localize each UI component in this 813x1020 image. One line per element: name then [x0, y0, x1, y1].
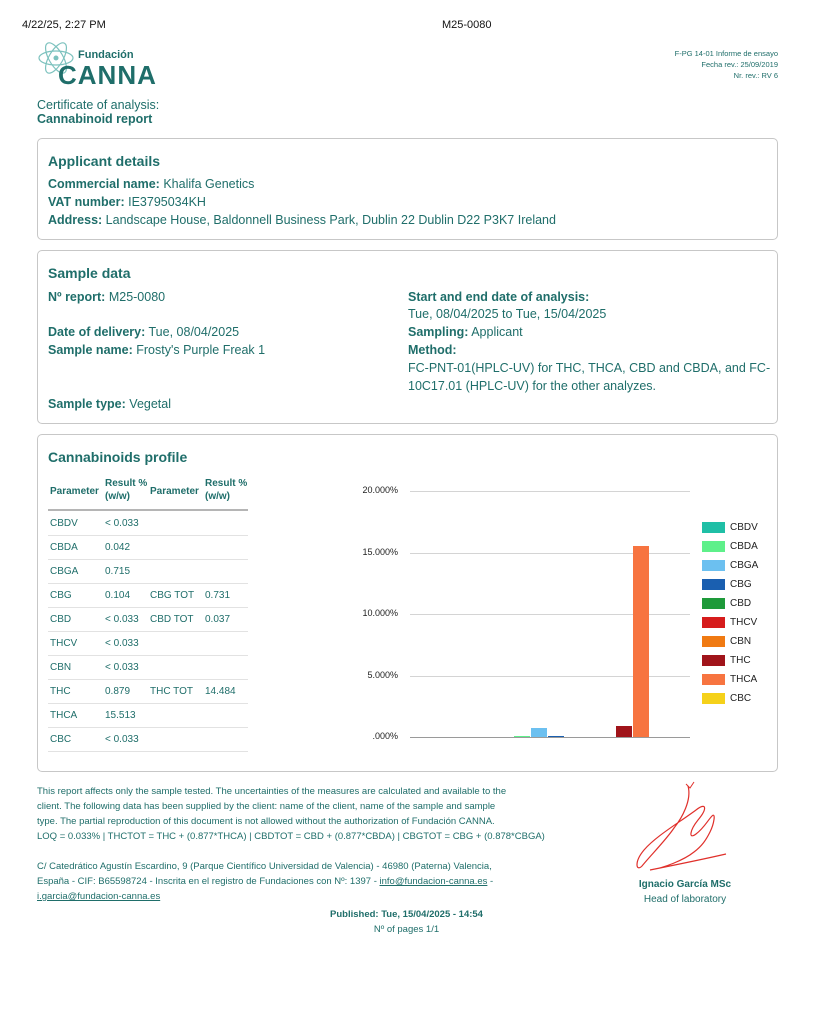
param-cell: CBD	[50, 614, 72, 625]
table-row	[48, 680, 248, 704]
notes-line: This report affects only the sample tested. The uncertainties of the measures are calculated and available to the	[37, 786, 507, 797]
print-date: 4/22/25, 2:27 PM	[22, 19, 106, 31]
fundacion-canna-logo	[36, 38, 166, 90]
result2-cell: 14.484	[205, 686, 236, 697]
published-date: Published: Tue, 15/04/2025 - 14:54	[330, 909, 483, 920]
table-row	[48, 608, 248, 632]
legend-swatch	[702, 655, 725, 666]
legend-swatch	[702, 579, 725, 590]
address-value: Landscape House, Baldonnell Business Park, Dublin 22 Dublin D22 P3K7 Ireland	[105, 213, 556, 227]
sample-data-box	[37, 250, 778, 424]
param2-cell: CBD TOT	[150, 614, 194, 625]
y-tick-label: .000%	[372, 731, 398, 741]
analysis-dates-label: Start and end date of analysis:	[408, 290, 590, 304]
address-label: Address:	[48, 213, 103, 227]
certificate-type: Cannabinoid report	[37, 112, 153, 126]
chart-bar-thca	[633, 546, 649, 737]
result-cell: < 0.033	[105, 518, 139, 529]
param-cell: CBGA	[50, 566, 79, 577]
sample-name-value: Frosty's Purple Freak 1	[136, 343, 266, 357]
legend-label: CBC	[730, 693, 752, 704]
legend-label: CBDA	[730, 541, 758, 552]
table-row	[48, 560, 248, 584]
param-cell: CBDA	[50, 542, 78, 553]
col-header-parameter-2: Parameter	[150, 486, 199, 497]
table-row	[48, 728, 248, 752]
cannabinoids-bar-chart	[348, 475, 778, 765]
form-info-line: Nr. rev.: RV 6	[733, 71, 778, 80]
param2-cell: THC TOT	[150, 686, 193, 697]
chart-bar-cbga	[531, 728, 547, 737]
report-notes	[37, 784, 597, 844]
vat-value: IE3795034KH	[128, 195, 206, 209]
analysis-dates-value: Tue, 08/04/2025 to Tue, 15/04/2025	[408, 307, 607, 321]
report-code: M25-0080	[442, 19, 492, 31]
foundation-address	[37, 859, 597, 904]
logo-top-text: Fundación	[78, 49, 134, 61]
commercial-name-value: Khalifa Genetics	[163, 177, 255, 191]
legend-swatch	[702, 522, 725, 533]
sample-type-label: Sample type:	[48, 397, 126, 411]
col-header-result-line1: Result %	[105, 478, 148, 489]
address-line-3	[37, 889, 597, 904]
y-tick-label: 20.000%	[362, 485, 398, 495]
sampling-line	[408, 325, 523, 339]
form-info-line: F-PG 14-01 Informe de ensayo	[674, 49, 778, 58]
signatory-role: Head of laboratory	[643, 894, 727, 905]
chart-bar-cbg	[548, 736, 564, 737]
vat-line	[48, 195, 206, 209]
legend-label: CBN	[730, 636, 752, 647]
info-email-link[interactable]: info@fundacion-canna.es	[379, 876, 488, 887]
table-row	[48, 536, 248, 560]
address-line-2-suffix: -	[487, 876, 494, 887]
legend-label: THCV	[730, 617, 758, 628]
method-line-1: FC-PNT-01(HPLC-UV) for THC, THCA, CBD and CBDA, and FC-	[408, 361, 771, 375]
legend-swatch	[702, 560, 725, 571]
result-cell: 0.042	[105, 542, 131, 553]
delivery-date-label: Date of delivery:	[48, 325, 146, 339]
method-label: Method:	[408, 343, 457, 357]
table-header-divider	[48, 509, 248, 511]
y-tick-label: 5.000%	[367, 669, 398, 680]
param-cell: CBC	[50, 734, 72, 745]
param2-cell: CBG TOT	[150, 590, 195, 601]
table-row	[48, 656, 248, 680]
certificate-label: Certificate of analysis:	[37, 98, 160, 112]
result-cell: 0.104	[105, 590, 131, 601]
result2-cell: 0.037	[205, 614, 231, 625]
address-line-1: C/ Catedrático Agustín Escardino, 9 (Parque Científico Universidad de Valencia) - 46980 (Paterna) Valencia,	[37, 861, 492, 872]
form-info-line: Fecha rev.: 25/09/2019	[701, 60, 778, 69]
y-tick-label: 15.000%	[362, 546, 398, 557]
page-count: Nº of pages 1/1	[373, 924, 440, 935]
col-header-result-2	[205, 477, 247, 503]
notes-line: type. The partial reproduction of this document is not allowed without the authorization of Fundación CANNA.	[37, 816, 495, 827]
report-number-value: M25-0080	[108, 290, 166, 304]
col-header-parameter: Parameter	[50, 486, 99, 497]
sampling-value: Applicant	[471, 325, 523, 339]
param-cell: CBDV	[50, 518, 78, 529]
legend-label: THCA	[730, 674, 758, 685]
signatory-name: Ignacio García MSc	[638, 879, 732, 890]
table-row	[48, 512, 248, 536]
param-cell: THC	[50, 686, 71, 697]
delivery-date-line	[48, 325, 239, 339]
profile-title: Cannabinoids profile	[48, 449, 188, 465]
param-cell: CBG	[50, 590, 72, 601]
applicant-title: Applicant details	[48, 153, 161, 169]
cannabinoids-profile-box	[37, 434, 778, 772]
col-header-result-2-line1: Result %	[205, 478, 248, 489]
col-header-result-line2: (w/w)	[105, 491, 130, 502]
sampling-label: Sampling:	[408, 325, 469, 339]
method-line-2: 10C17.01 (HPLC-UV) for the other analyzes.	[408, 379, 657, 393]
sample-type-line	[48, 397, 171, 411]
legend-label: CBD	[730, 598, 752, 609]
address-line-2	[37, 874, 597, 889]
legend-swatch	[702, 598, 725, 609]
chart-bar-thc	[616, 726, 632, 737]
notes-formula-line: LOQ = 0.033% | THCTOT = THC + (0.877*THCA) | CBDTOT = CBD + (0.877*CBDA) | CBGTOT = CBG + (0.878*CBGA)	[37, 831, 545, 842]
chart-gridline	[410, 491, 690, 492]
delivery-date-value: Tue, 08/04/2025	[148, 325, 240, 339]
result-cell: < 0.033	[105, 614, 139, 625]
applicant-details-box	[37, 138, 778, 240]
table-row	[48, 584, 248, 608]
handwritten-signature	[630, 780, 730, 875]
analysis-dates-label-line	[408, 290, 589, 304]
result2-cell: 0.731	[205, 590, 231, 601]
legend-label: CBGA	[730, 560, 759, 571]
address-line	[48, 213, 556, 227]
report-number-label: Nº report:	[48, 290, 106, 304]
result-cell: < 0.033	[105, 638, 139, 649]
legend-swatch	[702, 693, 725, 704]
sample-title: Sample data	[48, 265, 131, 281]
param-cell: THCV	[50, 638, 78, 649]
chart-bar-cbda	[514, 736, 530, 737]
sample-name-label: Sample name:	[48, 343, 133, 357]
garcia-email-link[interactable]: i.garcia@fundacion-canna.es	[37, 891, 161, 902]
result-cell: < 0.033	[105, 734, 139, 745]
param-cell: CBN	[50, 662, 72, 673]
commercial-name-line	[48, 177, 254, 191]
vat-label: VAT number:	[48, 195, 125, 209]
sample-type-value: Vegetal	[129, 397, 172, 411]
result-cell: 0.879	[105, 686, 131, 697]
report-number-line	[48, 290, 165, 304]
legend-swatch	[702, 541, 725, 552]
form-info	[675, 48, 778, 81]
col-header-result-2-line2: (w/w)	[205, 491, 230, 502]
notes-line: client. The following data has been supplied by the client: name of the client, name of the sample and sample	[37, 801, 496, 812]
param-cell: THCA	[50, 710, 78, 721]
address-line-2-text: España - CIF: B65598724 - Inscrita en el registro de Fundaciones con Nº: 1397 -	[37, 876, 380, 887]
sample-name-line	[48, 343, 265, 357]
legend-label: CBG	[730, 579, 752, 590]
result-cell: 15.513	[105, 710, 136, 721]
logo-main-text: CANNA	[58, 60, 157, 90]
result-cell: < 0.033	[105, 662, 139, 673]
chart-gridline	[410, 737, 690, 738]
y-tick-label: 10.000%	[362, 608, 398, 618]
legend-label: CBDV	[730, 522, 758, 533]
legend-swatch	[702, 636, 725, 647]
method-label-line	[408, 343, 457, 357]
legend-swatch	[702, 617, 725, 628]
legend-swatch	[702, 674, 725, 685]
col-header-result	[105, 477, 147, 503]
legend-label: THC	[730, 655, 751, 666]
result-cell: 0.715	[105, 566, 131, 577]
table-row	[48, 632, 248, 656]
commercial-name-label: Commercial name:	[48, 177, 160, 191]
table-row	[48, 704, 248, 728]
